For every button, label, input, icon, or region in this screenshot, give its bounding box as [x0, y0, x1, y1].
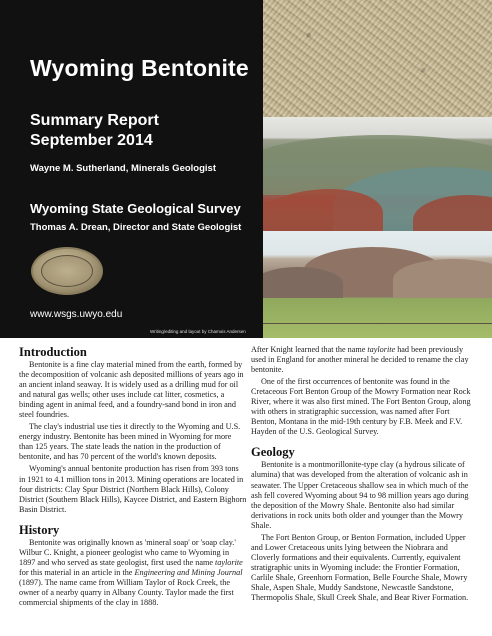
geology-paragraph: The Fort Benton Group, or Benton Formation, included Upper and Lower Cretaceous units lying between the Niobrara and Cloverly formations and their equivalents. Currently, equivalent stratigraphic units in Wyoming include: the Frontier Formation, Carlile Shale, Greenhorn Formation, Belle Fourche Shale, Mowry Shale, Aspen Shale, Muddy Sandstone, Newcastle Sandstone, Thermopolis Shale, Skull Creek Shale, and Bear River Formation.	[251, 532, 469, 603]
survey-seal-logo	[31, 247, 103, 295]
history-heading: History	[19, 522, 60, 537]
author-line: Wayne M. Sutherland, Minerals Geologist	[30, 163, 216, 174]
text-run: Bentonite was originally known as 'mineral soap' or 'soap clay.' Wilbur C. Knight, a pioneer geologist who came to Wyoming in 1897 and who served as state geologist, first used the name	[19, 537, 236, 567]
italic-term: taylorite	[367, 345, 396, 354]
history-paragraph: One of the first occurrences of bentonite was found in the Cretaceous Fort Benton Group of the Mowry Formation near Rock River, where it was also first mined. The Fort Benton Group, along with others in stratigraphic succession, was named after Fort Benton, Montana in the mid-19th century by F.B. Meek and F.V. Hayden of the U.S. Geological Survey.	[251, 377, 471, 437]
mine-landscape-photo	[263, 231, 492, 338]
italic-term: taylorite	[215, 557, 243, 567]
geology-paragraph: Bentonite is a montmorillonite-type clay (a hydrous silicate of alumina) that was developed from the alteration of volcanic ash in seawater. The Upper Cretaceous shallow sea in which much of the ash fell covered Wyoming about 94 to 98 million years ago during the deposition of the Mowry Shale. Bentonite also had similar derivations in rock units both older and younger than the Mowry Shale.	[251, 460, 469, 530]
journal-title: Engineering and Mining Journal	[134, 567, 243, 577]
photo-grassland	[263, 298, 492, 338]
photo-ridge	[263, 189, 383, 231]
history-paragraph	[19, 538, 247, 608]
introduction-paragraph: Bentonite is a fine clay material mined from the earth, formed by the decomposition of volcanic ash deposited millions of years ago in an ancient inland seaway. It is widely used as a drilling mud for oil and natural gas wells; other uses include cat litter, cosmetics, a binding agent in animal feed, and a foundry-sand bond in iron and steel foundries.	[19, 360, 244, 420]
left-text-column	[19, 345, 247, 610]
photo-fence-line	[263, 323, 492, 324]
director-line: Thomas A. Drean, Director and State Geologist	[30, 222, 242, 233]
geology-heading: Geology	[251, 445, 295, 460]
text-run: for this material in an article in the	[19, 567, 135, 577]
right-text-column	[251, 345, 477, 605]
layout-credit: Writing/editing and layout by Chamois Andersen	[150, 329, 246, 334]
introduction-heading: Introduction	[19, 345, 87, 359]
introduction-paragraph: Wyoming's annual bentonite production has risen from 393 tons in 1921 to 4.1 million tons in 2013. Mining operations are located in four districts: Clay Spur District (Northern Black Hills), Colony District (Southern Black Hills), Kaycee District, and Eastern Bighorn Basin District.	[19, 464, 247, 514]
subtitle-line-2: September 2014	[30, 132, 153, 149]
outcrop-landscape-photo	[263, 117, 492, 231]
agency-name: Wyoming State Geological Survey	[30, 201, 241, 216]
bentonite-closeup-photo	[263, 0, 492, 117]
text-run: (1897). The name came from William Taylor of Rock Creek, the owner of a nearby quarry in Albany County. Taylor made the first commercial shipments of the clay in 1888.	[19, 577, 234, 607]
text-run: After Knight learned that the name	[251, 345, 368, 354]
history-paragraph	[251, 345, 477, 375]
subtitle-line-1: Summary Report	[30, 112, 159, 129]
report-subtitle	[30, 111, 159, 151]
photo-hill	[393, 259, 492, 299]
introduction-paragraph: The clay's industrial use ties it directly to the Wyoming and U.S. energy industry. Bentonite has been mined in Wyoming for more than 125 years. The state leads the nation in the production of bentonite, and has 70 percent of the world's known deposits.	[19, 422, 241, 462]
website-url[interactable]: www.wsgs.uwyo.edu	[30, 309, 123, 320]
photo-hill	[263, 267, 343, 301]
cover-title-panel	[0, 0, 263, 338]
report-title: Wyoming Bentonite	[30, 55, 249, 81]
text-run: had been previously used in England for another mineral he decided to rename the clay bentonite.	[251, 345, 469, 375]
seal-inner-ring	[41, 255, 93, 287]
